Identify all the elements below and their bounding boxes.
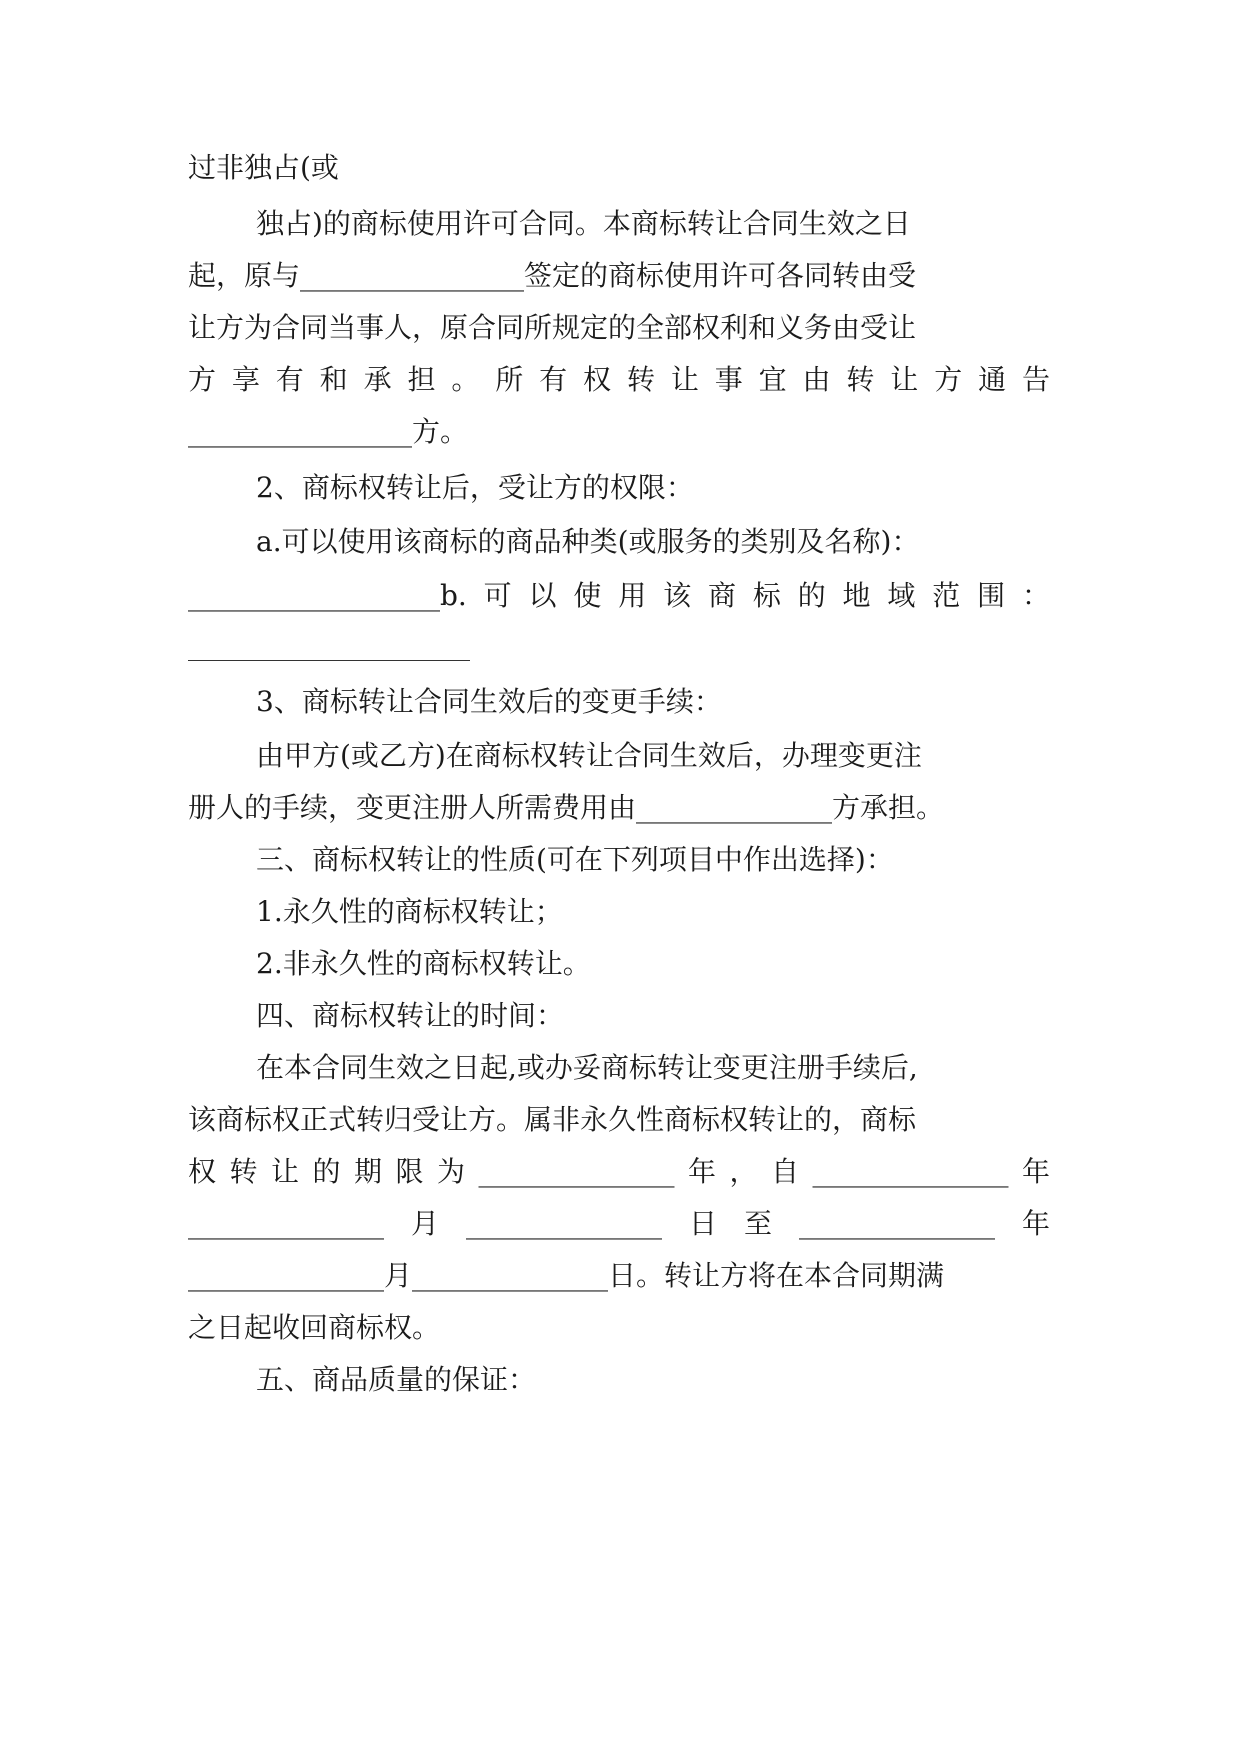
text-line: 2.非永久性的商标权转让。 xyxy=(256,947,591,980)
text-line: __________________b.可以使用该商标的地域范围： xyxy=(188,579,1050,612)
text-line: 三、商标权转让的性质(可在下列项目中作出选择)： xyxy=(256,843,894,876)
text-line: 起，原与________________签定的商标使用许可各同转由受 xyxy=(188,259,917,292)
text-line: 1.永久性的商标权转让； xyxy=(256,895,563,928)
text-line: 2、商标权转让后，受让方的权限： xyxy=(256,471,694,504)
text-line: 在本合同生效之日起,或办妥商标转让变更注册手续后, xyxy=(256,1051,918,1084)
text-line: a.可以使用该商标的商品种类(或服务的类别及名称)： xyxy=(256,525,920,558)
text-line: 由甲方(或乙方)在商标权转让合同生效后，办理变更注 xyxy=(256,739,922,772)
text-line: 之日起收回商标权。 xyxy=(188,1311,441,1344)
text-line: 该商标权正式转归受让方。属非永久性商标权转让的，商标 xyxy=(188,1103,917,1136)
text-line: 3、商标转让合同生效后的变更手续： xyxy=(256,685,722,718)
text-line: 独占)的商标使用许可合同。本商标转让合同生效之日 xyxy=(256,207,911,240)
text-line: 过非独占(或 xyxy=(188,151,339,184)
text-line: ______________月______________日。转让方将在本合同期满 xyxy=(188,1259,945,1292)
text-line: 方享有和承担。所有权转让事宜由转让方通告 xyxy=(188,363,1050,396)
text-line: 四、商标权转让的时间： xyxy=(256,999,565,1032)
text-line: 让方为合同当事人，原合同所规定的全部权利和义务由受让 xyxy=(188,311,917,344)
text-line: ________________方。 xyxy=(188,415,469,448)
text-line: 权转让的期限为______________年，自______________年 xyxy=(188,1155,1050,1188)
blank-fill-line xyxy=(188,660,470,661)
text-line: 五、商品质量的保证： xyxy=(256,1363,537,1396)
text-line: ______________月______________日至______________年 xyxy=(188,1207,1050,1240)
text-line: 册人的手续，变更注册人所需费用由______________方承担。 xyxy=(188,791,945,824)
